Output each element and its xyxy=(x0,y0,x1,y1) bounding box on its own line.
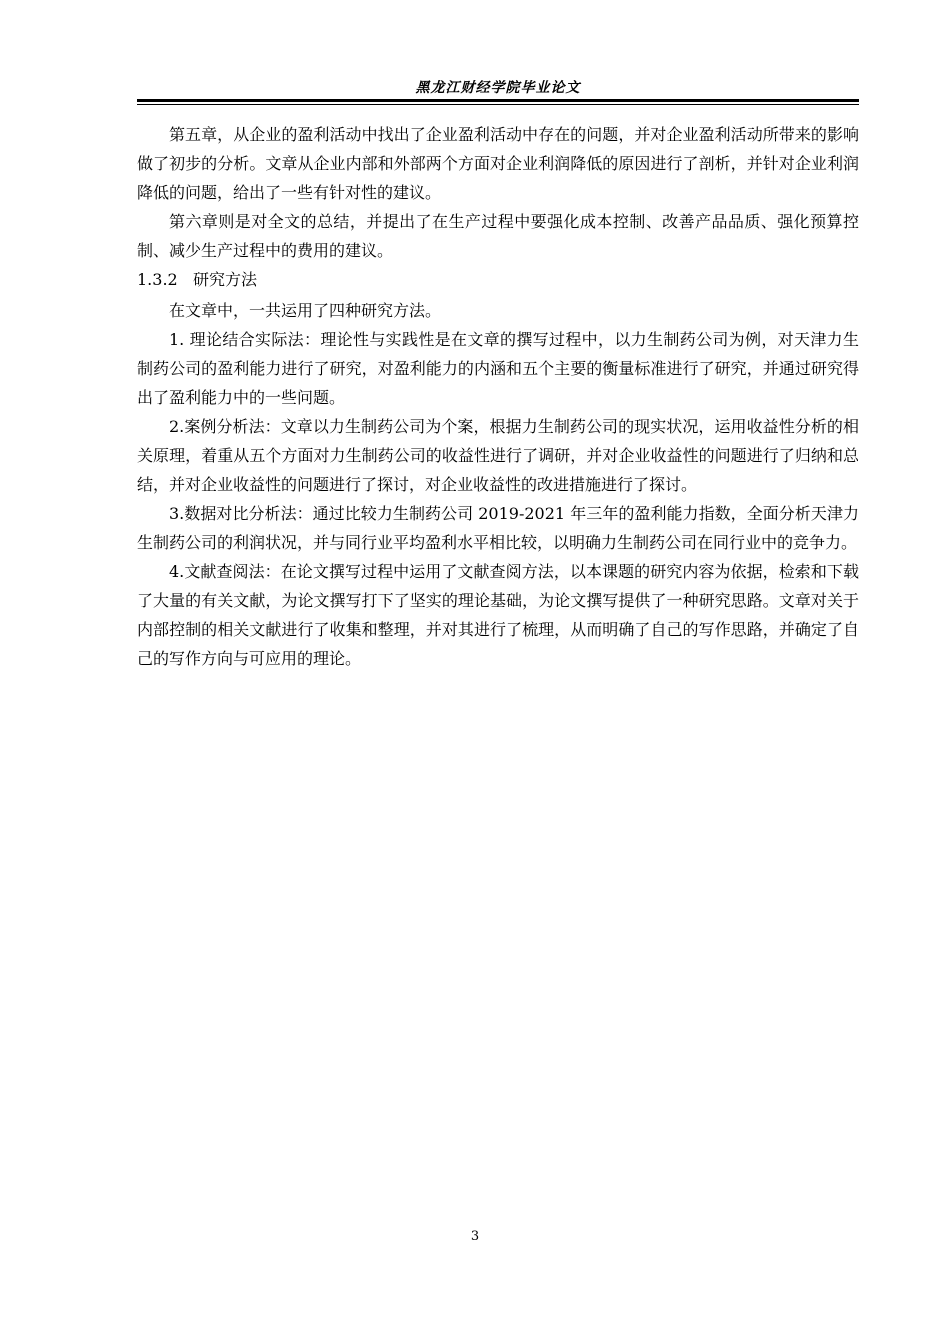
paragraph-method-data-comparison: 3.数据对比分析法：通过比较力生制药公司 2019-2021 年三年的盈利能力指数，全面分析天津力生制药公司的利润状况，并与同行业平均盈利水平相比较，以明确力生制药公司在同行业中的竞争力。 xyxy=(137,504,859,552)
header-rule-thick xyxy=(137,99,859,102)
paragraph-chapter-six: 第六章则是对全文的总结，并提出了在生产过程中要强化成本控制、改善产品品质、强化预算控制、减少生产过程中的费用的建议。 xyxy=(137,212,859,260)
paragraph-method-case-study: 2.案例分析法：文章以力生制药公司为个案，根据力生制药公司的现实状况，运用收益性分析的相关原理，着重从五个方面对力生制药公司的收益性进行了调研，并对企业收益性的问题进行了归纳和总结，并对企业收益性的问题进行了探讨，对企业收益性的改进措施进行了探讨。 xyxy=(137,417,859,494)
header-rule-thin xyxy=(137,104,859,105)
paragraph-method-theory-practice: 1. 理论结合实际法：理论性与实践性是在文章的撰写过程中，以力生制药公司为例，对天津力生制药公司的盈利能力进行了研究，对盈利能力的内涵和五个主要的衡量标准进行了研究，并通过研究得出了盈利能力中的一些问题。 xyxy=(137,330,859,407)
paragraph-methods-intro: 在文章中，一共运用了四种研究方法。 xyxy=(169,301,442,320)
page-header xyxy=(137,78,859,108)
section-number: 1.3.2 xyxy=(137,270,178,289)
body-content xyxy=(137,120,859,673)
header-title: 黑龙江财经学院毕业论文 xyxy=(415,80,581,96)
paragraph-chapter-five: 第五章，从企业的盈利活动中找出了企业盈利活动中存在的问题，并对企业盈利活动所带来的影响做了初步的分析。文章从企业内部和外部两个方面对企业利润降低的原因进行了剖析，并针对企业利润降低的问题，给出了一些有针对性的建议。 xyxy=(137,125,859,202)
paragraph-method-literature-review: 4.文献查阅法：在论文撰写过程中运用了文献查阅方法，以本课题的研究内容为依据，检索和下载了大量的有关文献，为论文撰写打下了坚实的理论基础，为论文撰写提供了一种研究思路。文章对关于内部控制的相关文献进行了收集和整理，并对其进行了梳理，从而明确了自己的写作思路，并确定了自己的写作方向与可应用的理论。 xyxy=(137,562,859,668)
section-title: 研究方法 xyxy=(193,270,258,289)
section-heading xyxy=(137,265,859,294)
page-number: 3 xyxy=(470,1229,480,1244)
